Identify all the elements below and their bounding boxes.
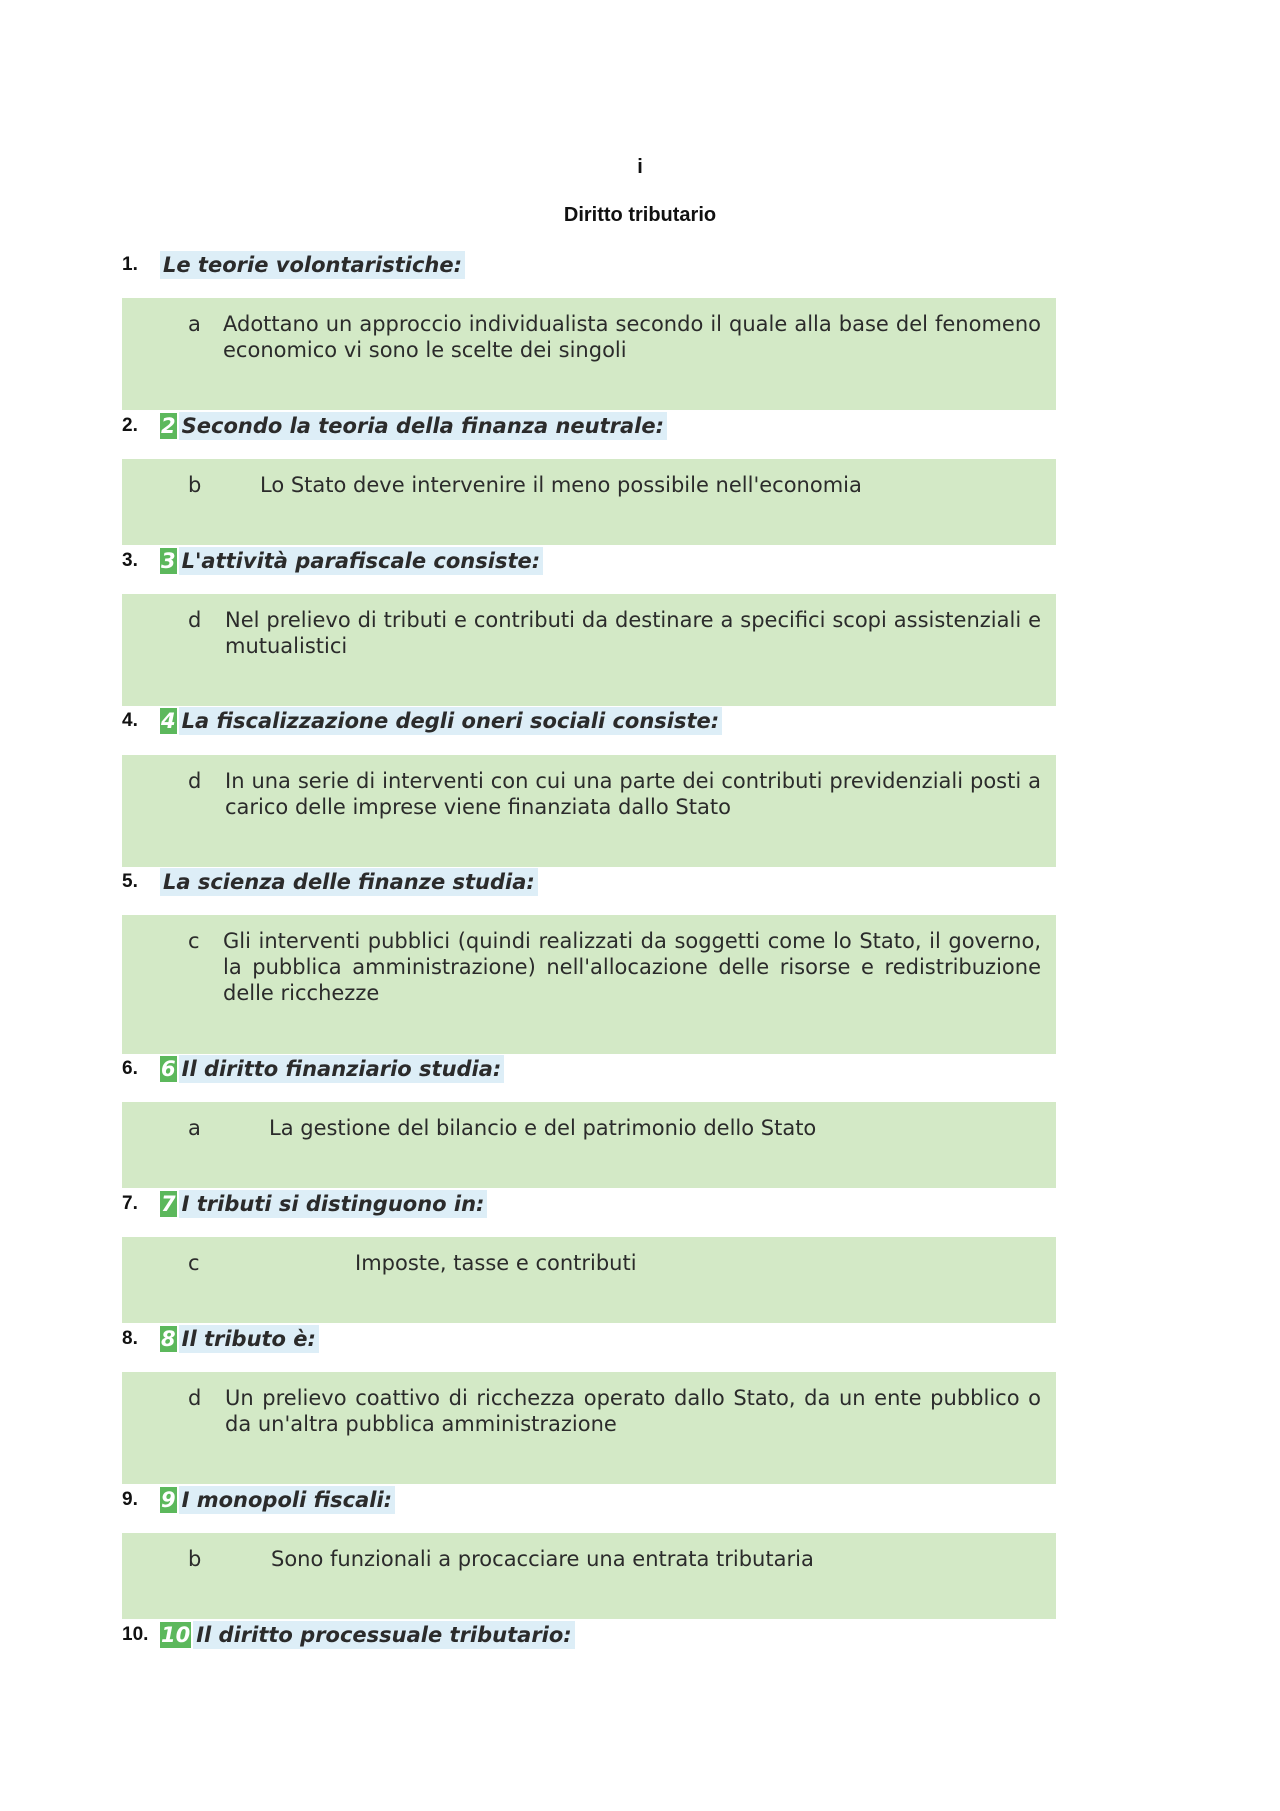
question-text: La scienza delle finanze studia: [160,868,538,896]
question-2 [122,412,667,440]
answer-box-8 [122,1372,1056,1484]
question-tag: 9 [161,1488,176,1512]
question-4 [122,707,722,735]
answer-letter: a [188,312,201,336]
question-text: Il tributo è: [179,1325,319,1353]
question-3 [122,547,543,575]
answer-letter: d [188,1386,202,1410]
question-number: 7. [122,1193,138,1214]
question-text: Le teorie volontaristiche: [160,251,465,279]
question-text: Il diritto processuale tributario: [193,1621,574,1649]
question-tag: 4 [161,709,176,733]
answer-box-9 [122,1533,1056,1619]
question-number: 8. [122,1328,138,1349]
answer-box-6 [122,1102,1056,1188]
answer-letter: d [188,769,202,793]
question-7 [122,1190,487,1218]
question-tag: 2 [161,414,176,438]
question-number: 3. [122,550,138,571]
answer-text: Nel prelievo di tributi e contributi da destinare a specifici scopi assistenziali e mutualistici [225,608,1041,658]
answer-text: Un prelievo coattivo di ricchezza operato dallo Stato, da un ente pubblico o da un'altra pubblica amministrazione [225,1386,1041,1436]
question-number: 10. [122,1624,149,1645]
answer-box-7 [122,1237,1056,1323]
question-text: Il diritto finanziario studia: [179,1055,505,1083]
answer-letter: b [188,1547,202,1571]
question-number: 9. [122,1489,138,1510]
answer-text: Gli interventi pubblici (quindi realizzati da soggetti come lo Stato, il governo, la pubblica amministrazione) nell'allocazione delle risorse e redistribuzione delle ricchezze [223,929,1041,1005]
answer-text: La gestione del bilancio e del patrimonio dello Stato [269,1116,817,1140]
question-text: I tributi si distinguono in: [179,1190,488,1218]
question-5 [122,868,538,896]
answer-letter: a [188,1116,201,1140]
answer-text: Imposte, tasse e contributi [355,1251,637,1275]
answer-box-5 [122,915,1056,1054]
question-number: 4. [122,710,138,731]
answer-letter: b [188,473,202,497]
question-tag: 6 [161,1057,176,1081]
answer-text: Adottano un approccio individualista secondo il quale alla base del fenomeno economico vi sono le scelte dei singoli [223,312,1041,362]
question-tag: 8 [161,1327,176,1351]
answer-letter: d [188,608,202,632]
answer-letter: c [188,1251,200,1275]
question-number: 5. [122,871,138,892]
answer-text: Lo Stato deve intervenire il meno possibile nell'economia [260,473,862,497]
page-number: i [637,156,643,178]
question-text: Secondo la teoria della finanza neutrale: [179,412,667,440]
answer-box-2 [122,459,1056,545]
question-tag: 7 [161,1192,176,1216]
question-number: 6. [122,1058,138,1079]
question-6 [122,1055,504,1083]
question-number: 1. [122,254,138,275]
answer-text: Sono funzionali a procacciare una entrata tributaria [271,1547,814,1571]
question-1 [122,251,465,279]
question-number: 2. [122,415,138,436]
question-10 [122,1621,575,1649]
answer-letter: c [188,929,200,953]
document-title: Diritto tributario [563,204,717,226]
question-8 [122,1325,319,1353]
question-text: L'attività parafiscale consiste: [179,547,544,575]
answer-box-1 [122,298,1056,410]
question-tag: 10 [161,1623,191,1647]
answer-text: In una serie di interventi con cui una parte dei contributi previdenziali posti a carico delle imprese viene finanziata dallo Stato [225,769,1041,819]
question-9 [122,1486,395,1514]
question-text: I monopoli fiscali: [179,1486,395,1514]
answer-box-4 [122,755,1056,867]
answer-box-3 [122,594,1056,706]
question-tag: 3 [161,549,176,573]
question-text: La fiscalizzazione degli oneri sociali consiste: [179,707,723,735]
